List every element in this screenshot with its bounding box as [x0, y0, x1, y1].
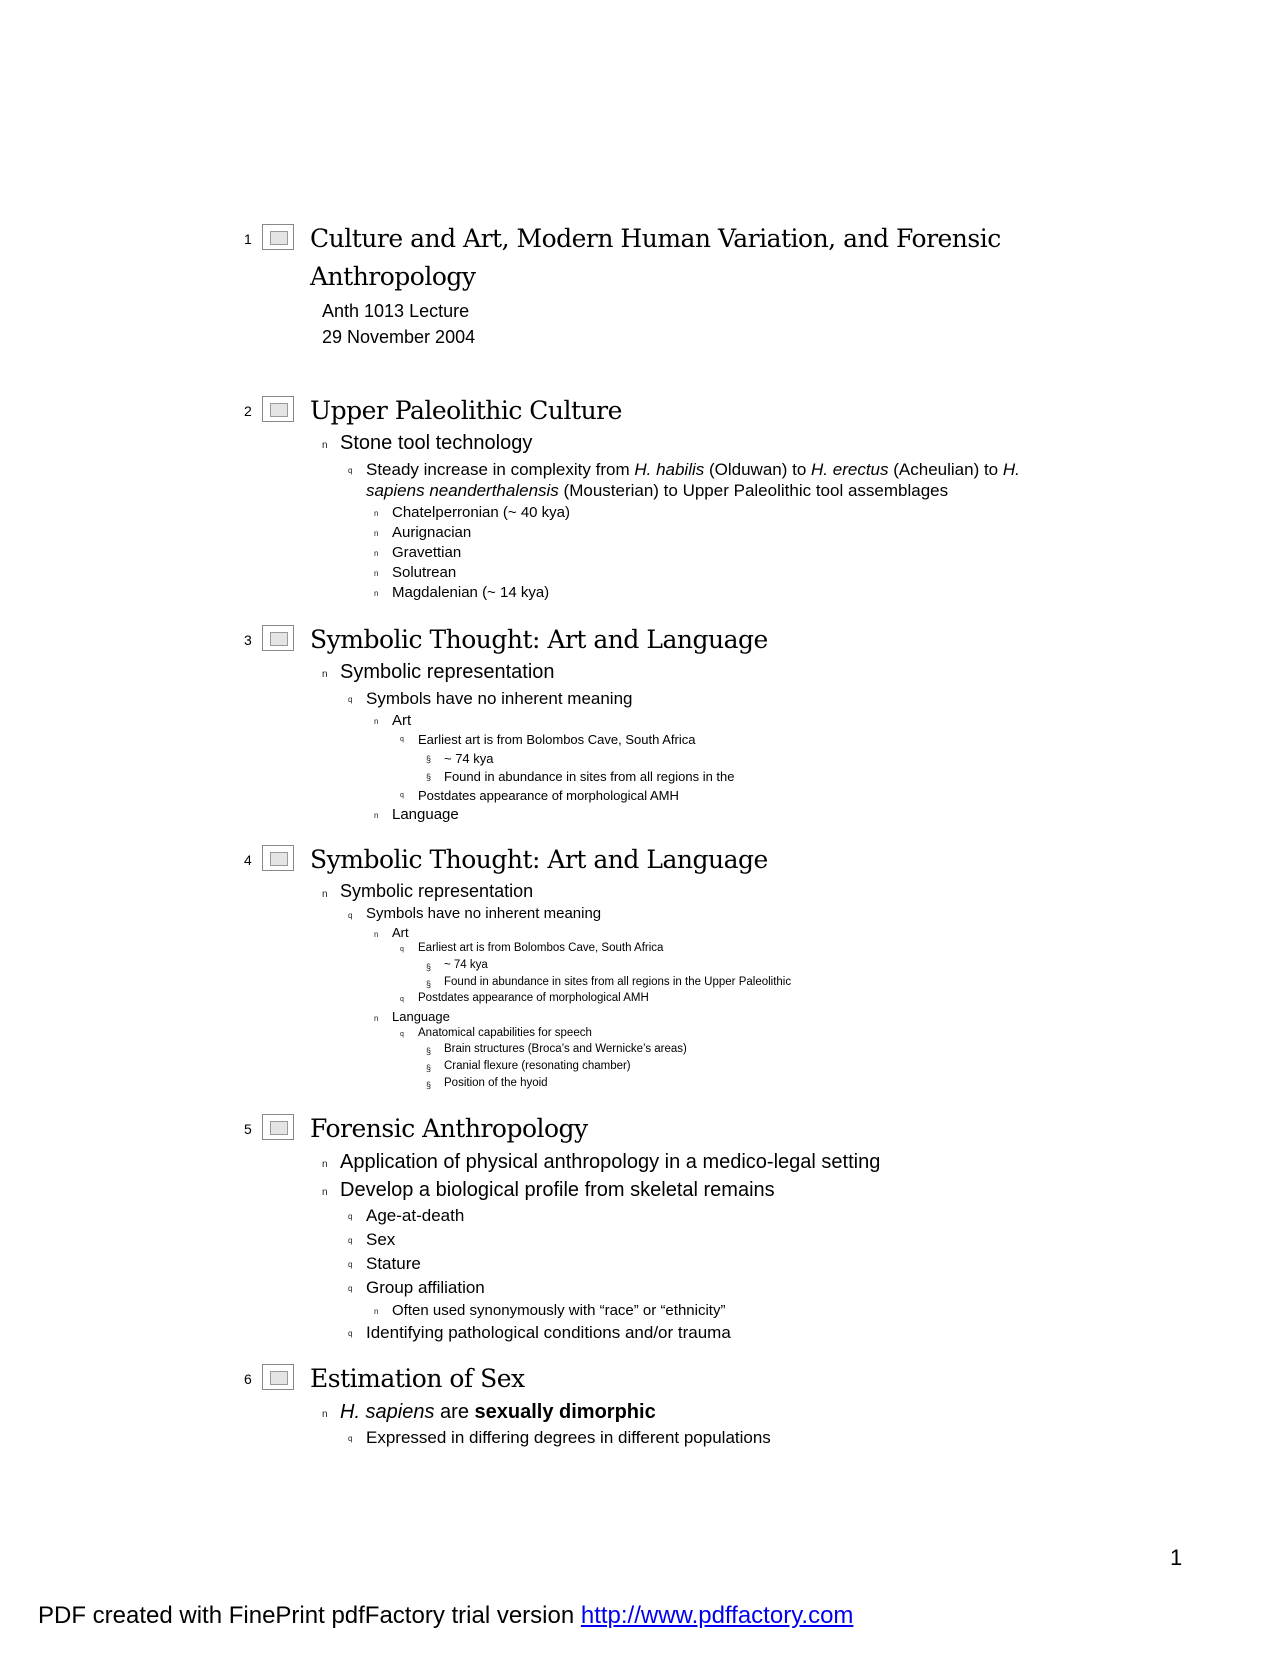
bullet-icon: q — [348, 695, 353, 704]
course-label: Anth 1013 Lecture — [322, 301, 470, 321]
slide-title: Upper Paleolithic Culture — [310, 396, 622, 425]
bullet-icon: q — [348, 1434, 353, 1443]
bullet-icon: q — [348, 1329, 353, 1338]
bullet-icon: n — [374, 1014, 379, 1023]
bullet-icon: n — [322, 440, 328, 451]
slide-title: Forensic Anthropology — [310, 1114, 588, 1143]
page-number: 1 — [1170, 1545, 1183, 1570]
section-sign-icon: § — [426, 754, 432, 764]
slide-number: 6 — [244, 1371, 252, 1387]
bullet-icon: n — [322, 1159, 328, 1170]
section-sign-icon: § — [426, 772, 432, 782]
list-item: q Age-at-death — [348, 1206, 465, 1225]
slide-thumbnail-icon — [262, 845, 294, 871]
bullet-icon: q — [348, 1236, 353, 1245]
slide-title: Symbolic Thought: Art and Language — [310, 845, 768, 874]
list-item: n Develop a biological profile from skeletal remains — [322, 1179, 775, 1201]
list-item: § Brain structures (Broca’s and Wernicke’s areas) — [426, 1043, 687, 1056]
list-item: n Art — [374, 712, 412, 729]
bullet-icon: q — [348, 1284, 353, 1293]
slide-title: Symbolic Thought: Art and Language — [310, 625, 768, 654]
list-item: n Stone tool technology — [322, 432, 533, 454]
bullet-icon: q — [348, 466, 353, 475]
list-item: § Found in abundance in sites from all regions in the Upper Paleolithic — [426, 976, 792, 989]
list-item: q Postdates appearance of morphological AMH — [400, 992, 649, 1004]
slide-number: 1 — [244, 231, 252, 247]
list-item: n Gravettian — [374, 544, 462, 561]
section-sign-icon: § — [426, 1046, 432, 1056]
list-item: q Stature — [348, 1254, 421, 1273]
list-item: q Anatomical capabilities for speech — [400, 1027, 592, 1039]
list-item: q Postdates appearance of morphological AMH — [400, 788, 679, 803]
section-sign-icon: § — [426, 962, 432, 972]
list-item: n Magdalenian (~ 14 kya) — [374, 584, 550, 601]
list-item: q Earliest art is from Bolombos Cave, South Africa — [400, 942, 664, 954]
bullet-icon: q — [348, 1212, 353, 1221]
list-item: n Symbolic representation — [322, 661, 555, 683]
bullet-icon: n — [374, 717, 379, 726]
list-item: n Aurignacian — [374, 524, 472, 541]
slide-title: Culture and Art, Modern Human Variation, and Forensic — [310, 224, 1001, 253]
list-item: n Solutrean — [374, 564, 457, 581]
bullet-icon: n — [374, 930, 379, 939]
footer-text: PDF created with FinePrint pdfFactory trial version — [38, 1602, 581, 1629]
list-item: n Language — [374, 1009, 450, 1024]
list-item: q Identifying pathological conditions and/or trauma — [348, 1323, 731, 1342]
bullet-icon: n — [374, 549, 379, 558]
lecture-date: 29 November 2004 — [322, 327, 476, 347]
list-item: q Symbols have no inherent meaning — [348, 905, 602, 922]
list-item: q Earliest art is from Bolombos Cave, South Africa — [400, 732, 696, 747]
slide-number: 2 — [244, 403, 252, 419]
list-item: § ~ 74 kya — [426, 751, 494, 766]
slide-number: 5 — [244, 1121, 252, 1137]
section-sign-icon: § — [426, 1063, 432, 1073]
list-item: q Group affiliation — [348, 1278, 485, 1297]
section-sign-icon: § — [426, 979, 432, 989]
bullet-icon: q — [348, 911, 353, 920]
bullet-icon: n — [374, 589, 379, 598]
bullet-icon: n — [322, 1409, 328, 1420]
pdffactory-link[interactable]: http://www.pdffactory.com — [580, 1602, 854, 1629]
list-item: n Language — [374, 806, 459, 823]
list-item: q Steady increase in complexity from H. habilis (Olduwan) to H. erectus (Acheulian) to H. — [348, 460, 1020, 479]
bullet-icon: n — [374, 509, 379, 518]
list-item: § ~ 74 kya — [426, 959, 488, 972]
list-item: n Chatelperronian (~ 40 kya) — [374, 504, 571, 521]
bullet-icon: q — [400, 792, 404, 799]
list-item: § Cranial flexure (resonating chamber) — [426, 1060, 631, 1073]
bullet-icon: q — [348, 1260, 353, 1269]
pdf-footer — [38, 1602, 853, 1630]
bullet-icon: q — [400, 996, 404, 1003]
bullet-icon: q — [400, 946, 404, 953]
bullet-icon: n — [374, 811, 379, 820]
list-item-continued: sapiens neanderthalensis (Mousterian) to Upper Paleolithic tool assemblages — [366, 481, 949, 500]
list-item: q Expressed in differing degrees in different populations — [348, 1428, 771, 1447]
bullet-icon: n — [322, 1187, 328, 1198]
bullet-icon: q — [400, 1031, 404, 1038]
slide-number: 3 — [244, 632, 252, 648]
list-item: n Art — [374, 925, 409, 940]
bullet-icon: n — [322, 889, 328, 900]
slide-title: Estimation of Sex — [310, 1364, 525, 1393]
bullet-icon: n — [374, 569, 379, 578]
slide-thumbnail-icon — [262, 625, 294, 651]
list-item: § Position of the hyoid — [426, 1077, 548, 1090]
slide-number: 4 — [244, 852, 252, 868]
list-item: n Application of physical anthropology in a medico-legal setting — [322, 1151, 881, 1173]
list-item: n Symbolic representation — [322, 881, 534, 901]
slide-thumbnail-icon — [262, 224, 294, 250]
slide-thumbnail-icon — [262, 396, 294, 422]
list-item: n H. sapiens are sexually dimorphic — [322, 1401, 656, 1423]
list-item: § Found in abundance in sites from all regions in the — [426, 769, 735, 784]
list-item: q Symbols have no inherent meaning — [348, 689, 633, 708]
section-sign-icon: § — [426, 1080, 432, 1090]
bullet-icon: n — [374, 529, 379, 538]
slide-title-continued: Anthropology — [310, 262, 476, 291]
slide-thumbnail-icon — [262, 1364, 294, 1390]
bullet-icon: q — [400, 736, 404, 743]
list-item: n Often used synonymously with “race” or “ethnicity” — [374, 1302, 726, 1319]
bullet-icon: n — [322, 669, 328, 680]
slide-thumbnail-icon — [262, 1114, 294, 1140]
list-item: q Sex — [348, 1230, 396, 1249]
bullet-icon: n — [374, 1307, 379, 1316]
